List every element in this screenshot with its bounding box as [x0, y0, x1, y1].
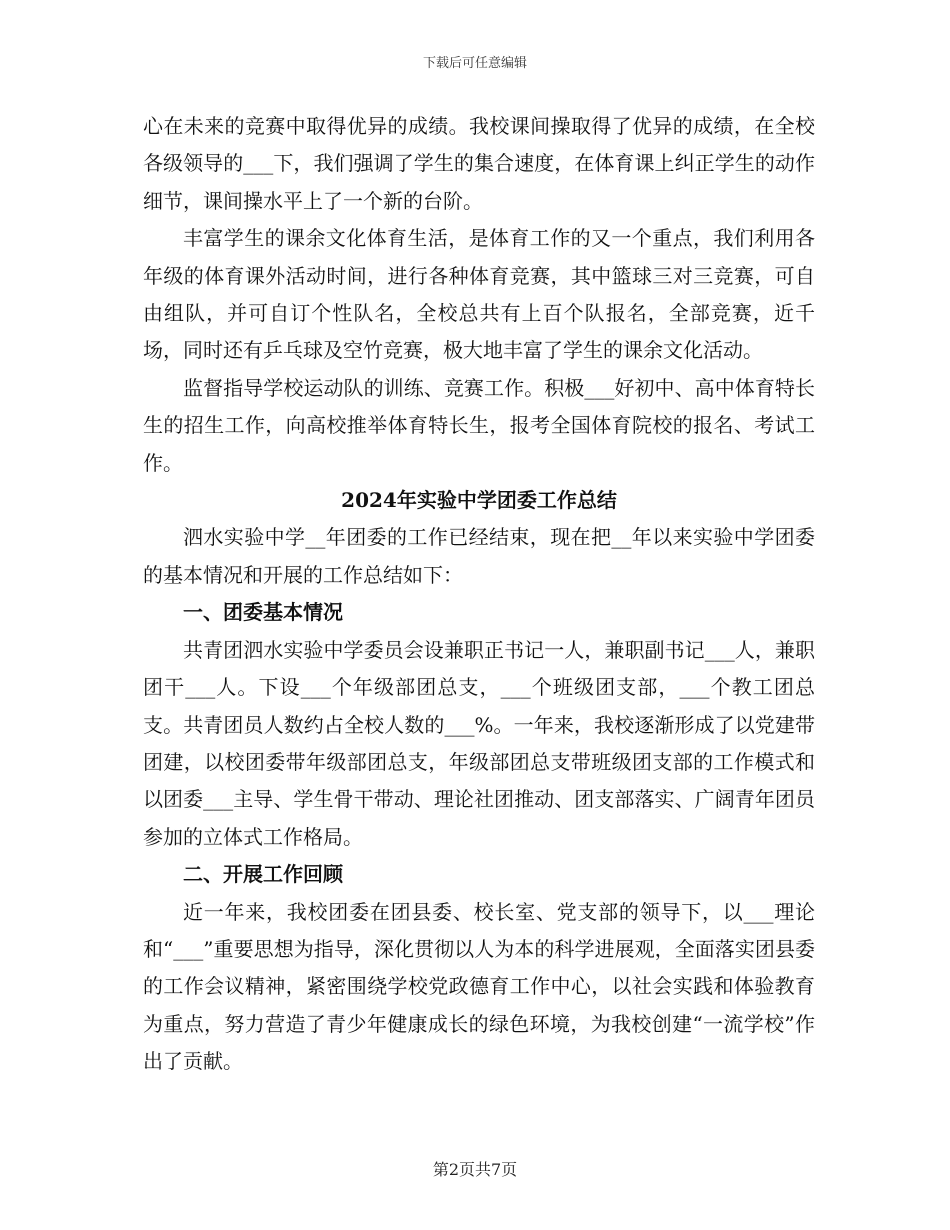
- header-note: 下载后可任意编辑: [422, 56, 527, 71]
- document-body: [143, 108, 815, 1081]
- section-heading-work-review: 二、开展工作回顾: [183, 862, 343, 887]
- paragraph-intro: 泗水实验中学__年团委的工作已经结束，现在把__年以来实验中学团委的基本情况和开展的工作总结如下：: [143, 525, 815, 587]
- paragraph-work-review: 近一年来，我校团委在团县委、校长室、党支部的领导下，以___理论和“___”重要思想为指导，深化贯彻以人为本的科学进展观，全面落实团县委的工作会议精神，紧密围绕学校党政德育工作中心，以社会实践和体验教育为重点，努力营造了青少年健康成长的绿色环境，为我校创建“一流学校”作出了贡献。: [143, 899, 815, 1074]
- paragraph-extracurricular: 丰富学生的课余文化体育生活，是体育工作的又一个重点，我们利用各年级的体育课外活动时间，进行各种体育竞赛，其中篮球三对三竞赛，可自由组队，并可自订个性队名，全校总共有上百个队报名，全部竞赛，近千场，同时还有乒乓球及空竹竞赛，极大地丰富了学生的课余文化活动。: [143, 226, 815, 363]
- page-number: 第2页共7页: [432, 1160, 518, 1179]
- paragraph-basic-info: 共青团泗水实验中学委员会设兼职正书记一人，兼职副书记___人，兼职团干___人。下设___个年级部团总支，___个班级团支部，___个教工团总支。共青团员人数约占全校人数的___%。一年来，我校逐渐形成了以党建带团建，以校团委带年级部团总支，年级部团总支带班级团支部的工作模式和以团委___主导、学生骨干带动、理论社团推动、团支部落实、广阔青年团员参加的立体式工作格局。: [143, 637, 815, 849]
- section-heading-basic-info: 一、团委基本情况: [183, 600, 343, 625]
- paragraph-continued: 心在未来的竞赛中取得优异的成绩。我校课间操取得了优异的成绩，在全校各级领导的___下，我们强调了学生的集合速度，在体育课上纠正学生的动作细节，课间操水平上了一个新的台阶。: [143, 114, 815, 213]
- document-title: 2024年实验中学团委工作总结: [341, 488, 617, 513]
- paragraph-sports-team: 监督指导学校运动队的训练、竞赛工作。积极___好初中、高中体育特长生的招生工作，向高校推举体育特长生，报考全国体育院校的报名、考试工作。: [143, 375, 815, 475]
